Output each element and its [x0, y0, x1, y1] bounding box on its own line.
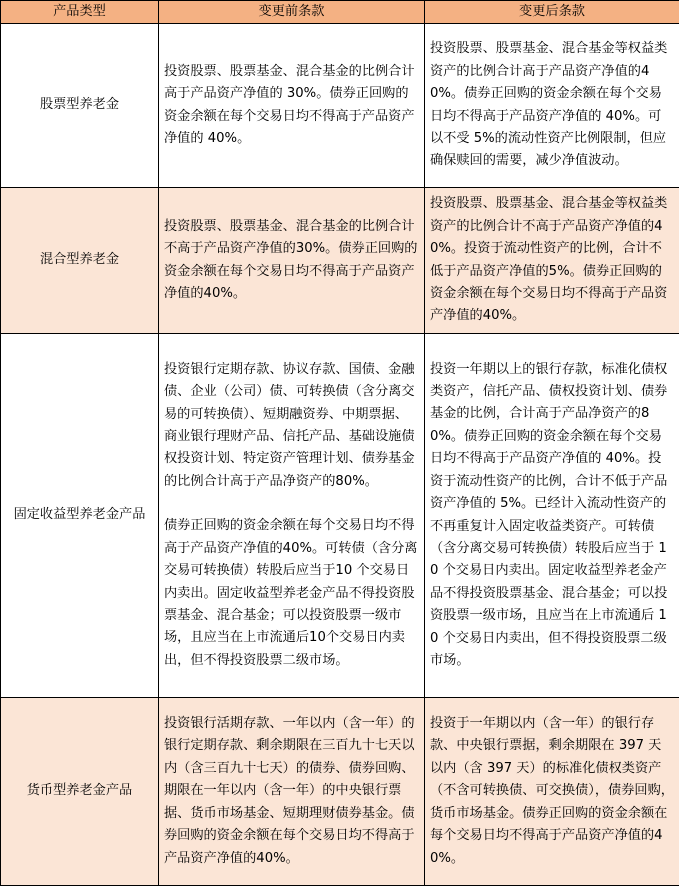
after-terms-text: 投资股票、股票基金、混合基金等权益类资产的比例合计不高于产品资产净值的40%。投资于流动性资产的比例，合计不低于产品资产净值的5%。债券正回购的资金余额在每个交易日均不得高于产品资产净值的40%。: [430, 193, 674, 327]
after-terms-cell: [425, 188, 679, 334]
before-terms-text: 投资银行活期存款、一年以内（含一年）的银行定期存款、剩余期限在三百九十七天以内（含三百九十七天）的债券、债券回购、期限在一年以内（含一年）的中央银行票据、货币市场基金、短期理财债券基金。债券回购的资金余额在每个交易日均不得高于产品资产净值的40%。: [164, 713, 419, 870]
before-terms-cell: [159, 698, 425, 886]
table-row-money-market: [1, 698, 679, 886]
header-row: [1, 1, 679, 24]
table-row-fixed-income: [1, 334, 679, 698]
product-type-cell: 混合型养老金: [1, 188, 159, 334]
after-terms-cell: [425, 24, 679, 188]
after-terms-text: 投资一年期以上的银行存款，标准化债权类资产，信托产品、债权投资计划、债券基金的比例，合计高于产品净资产的80%。债券正回购的资金余额在每个交易日均不得高于产品资产净值的 40%。投资于流动性资产的比例，合计不低于产品资产净值的 5%。已经计入流动性资产的不再重复计入固定收益类资产。可转债（含分离交易可转换债）转股后应当于 10 个交易日内卖出。固定收益型养老金产品不得投资股票基金、混合基金；可以投资股票一级市场，且应当在上市流通后 10 个交易日内卖出，但不得投资股票二级市场。: [430, 359, 674, 673]
header-before-terms: 变更前条款: [159, 1, 425, 24]
product-type-cell: 固定收益型养老金产品: [1, 334, 159, 698]
after-terms-text: 投资于一年期以内（含一年）的银行存款、中央银行票据，剩余期限在 397 天以内（含 397 天）的标准化债权类资产（不含可转换债、可交换债），债券回购，货币市场基金。债券正回购的资金余额在每个交易日均不得高于产品资产净值的40%。: [430, 713, 674, 870]
header-product-type: 产品类型: [1, 1, 159, 24]
before-terms-text: 投资银行定期存款、协议存款、国债、金融债、企业（公司）债、可转换债（含分离交易的可转换债）、短期融资券、中期票据、商业银行理财产品、信托产品、基础设施债权投资计划、特定资产管理计划、债券基金的比例合计高于产品净资产的80%。: [164, 359, 419, 493]
product-type-cell: 股票型养老金: [1, 24, 159, 188]
before-terms-cell: [159, 188, 425, 334]
paragraph-gap: [164, 493, 419, 515]
before-terms-cell: [159, 24, 425, 188]
before-terms-cell: [159, 334, 425, 698]
before-terms-text-2: 债券正回购的资金余额在每个交易日均不得高于产品资产净值的40%。可转债（含分离交易可转换债）转股后应当于10 个交易日内卖出。固定收益型养老金产品不得投资股票基金、混合基金；可以投资股票一级市场，且应当在上市流通后10个交易日内卖出，但不得投资股票二级市场。: [164, 515, 419, 672]
after-terms-cell: [425, 334, 679, 698]
after-terms-cell: [425, 698, 679, 886]
before-terms-text: 投资股票、股票基金、混合基金的比例合计高于产品资产净值的 30%。债券正回购的资金余额在每个交易日均不得高于产品资产净值的 40%。: [164, 61, 419, 151]
header-after-terms: 变更后条款: [425, 1, 679, 24]
before-terms-text: 投资股票、股票基金、混合基金的比例合计不高于产品资产净值的30%。债券正回购的资金余额在每个交易日均不得高于产品资产净值的40%。: [164, 216, 419, 306]
product-type-cell: 货币型养老金产品: [1, 698, 159, 886]
table-row-mixed: [1, 188, 679, 334]
after-terms-text: 投资股票、股票基金、混合基金等权益类资产的比例合计高于产品资产净值的40%。债券正回购的资金余额在每个交易日均不得高于产品资产净值的 40%。可以不受 5%的流动性资产比例限制，但应确保赎回的需要，减少净值波动。: [430, 38, 674, 172]
table-row-stock: [1, 24, 679, 188]
